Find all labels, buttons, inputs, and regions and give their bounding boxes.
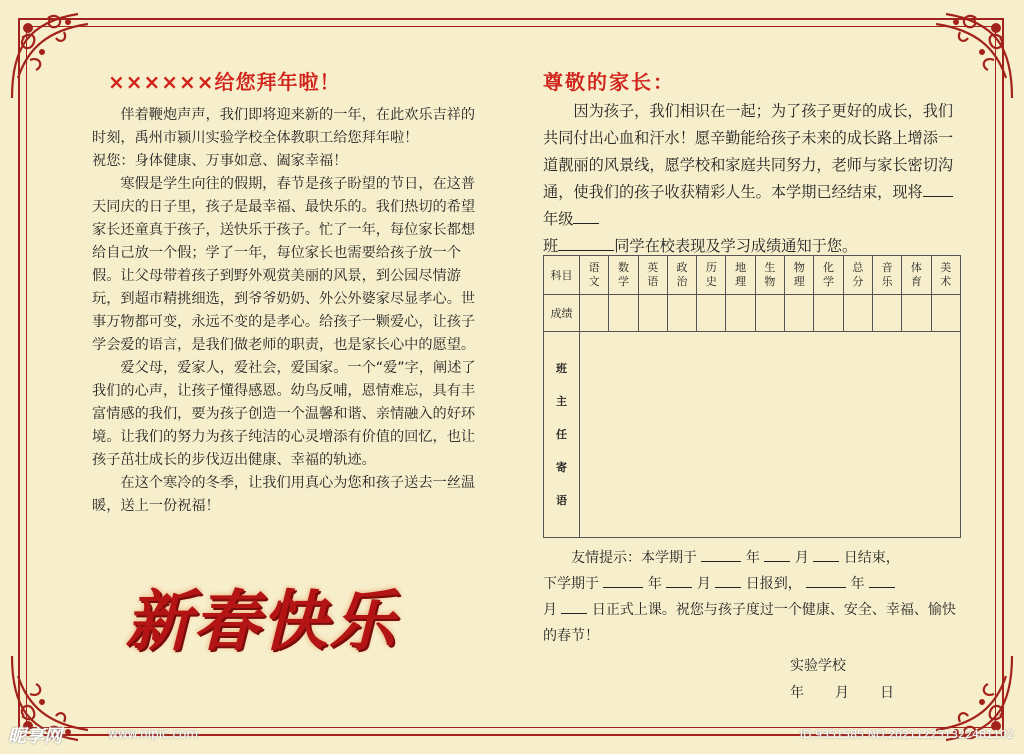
- end-year-blank[interactable]: [701, 545, 741, 562]
- grade-label: 年级: [543, 210, 574, 228]
- score-cell[interactable]: [755, 295, 784, 332]
- score-header: 成绩: [544, 295, 580, 332]
- score-cell[interactable]: [609, 295, 638, 332]
- subject-cell: 生 物: [755, 256, 784, 295]
- corner-ornament-icon: [8, 8, 104, 104]
- letter-paragraph: 寒假是学生向往的假期，春节是孩子盼望的节日，在这普天同庆的日子里，孩子是最幸福、最快乐的。我们热切的希望家长还童真于孩子，送快乐于孩子。忙了一年，每位家长都想给自己放一个假；学了一年，每位家长也需要给孩子放一个假。让父母带着孩子到野外观赏美丽的风景，到公园尽情游玩，到超市精挑细选，到爷爷奶奶、外公外婆家尽显孝心。世事万物都可变，永远不变的是孝心。给孩子一颗爱心，让孩子学会爱的语言，是我们做老师的职责，也是家长心中的愿望。: [92, 176, 476, 353]
- subject-cell: 总 分: [843, 256, 872, 295]
- friendly-reminder: 友情提示：本学期于 年 月 日结束， 下学期于 年 月 日报到， 年 月 日正式上课。祝您与孩子度过一个健康、安全、幸福、愉快的春节！: [543, 545, 963, 649]
- score-cell[interactable]: [580, 295, 609, 332]
- letter-paragraph: 祝您：身体健康、万事如意、阖家幸福！: [92, 153, 348, 169]
- subject-cell: 政 治: [667, 256, 696, 295]
- teacher-comment-area[interactable]: [580, 332, 961, 538]
- score-cell[interactable]: [785, 295, 814, 332]
- report-month-blank[interactable]: [666, 571, 692, 588]
- subject-cell: 音 乐: [872, 256, 901, 295]
- corner-ornament-icon: [920, 8, 1016, 104]
- score-cell[interactable]: [872, 295, 901, 332]
- score-cell[interactable]: [638, 295, 667, 332]
- report-day-blank[interactable]: [715, 571, 741, 588]
- letter-paragraph: 伴着鞭炮声声，我们即将迎来新的一年，在此欢乐吉祥的时刻，禹州市颍川实验学校全体教职工给您拜年啦！: [92, 107, 476, 146]
- watermark-id: ID:9351585 NO:20211223132248110​2: [799, 728, 1014, 741]
- class-label: 班: [543, 237, 559, 255]
- comment-row: [544, 332, 961, 538]
- letter-paragraph: 爱父母，爱家人，爱社会，爱国家。一个“爱”字，阐述了我们的心声，让孩子懂得感恩。幼鸟反哺，恩情难忘，具有丰富情感的我们，要为孩子创造一个温馨和谐、亲情融入的好环境。让我们的努力为孩子纯洁的心灵增添有价值的回忆，也让孩子茁壮成长的步伐迈出健康、幸福的轨迹。: [92, 360, 476, 468]
- report-year-blank[interactable]: [603, 571, 643, 588]
- end-month-blank[interactable]: [764, 545, 790, 562]
- subject-cell: 化 学: [814, 256, 843, 295]
- score-cell[interactable]: [697, 295, 726, 332]
- watermark-logo: 昵享网: [8, 726, 62, 747]
- teacher-comment-label: 班 主 任 寄 语: [544, 332, 580, 538]
- score-cell[interactable]: [814, 295, 843, 332]
- signature-date: 年 月 日: [790, 685, 895, 701]
- score-cell[interactable]: [843, 295, 872, 332]
- score-cell[interactable]: [931, 295, 960, 332]
- subject-row: [544, 256, 961, 295]
- intro-end: 同学在校表现及学习成绩通知于您。: [614, 237, 858, 255]
- subject-cell: 历 史: [697, 256, 726, 295]
- class-day-blank[interactable]: [561, 597, 587, 614]
- watermark-url: www.nipic.com: [108, 727, 199, 741]
- subject-cell: 语 文: [580, 256, 609, 295]
- hint-prefix: 友情提示：本学期于: [571, 550, 697, 566]
- grades-table: [543, 255, 961, 538]
- subject-cell: 体 育: [902, 256, 931, 295]
- end-day-blank[interactable]: [813, 545, 839, 562]
- subject-cell: 地 理: [726, 256, 755, 295]
- subject-cell: 美 术: [931, 256, 960, 295]
- letter-paragraph: 在这个寒冷的冬季，让我们用真心为您和孩子送去一丝温暖，送上一份祝福！: [92, 475, 476, 514]
- greeting-title: ××××××给您拜年啦！: [108, 70, 341, 94]
- score-cell[interactable]: [726, 295, 755, 332]
- score-cell[interactable]: [902, 295, 931, 332]
- score-row: [544, 295, 961, 332]
- grade-blank[interactable]: [923, 180, 953, 197]
- school-signature: 实验学校: [790, 658, 846, 674]
- new-year-calligraphy: 新春快乐: [125, 582, 397, 660]
- greeting-letter: [92, 104, 482, 518]
- intro-text: 因为孩子，我们相识在一起；为了孩子更好的成长，我们共同付出心血和汗水！愿辛勤能给孩子未来的成长路上增添一道靓丽的风景线，愿学校和家庭共同努力，老师与家长密切沟通，使我们的孩子收获精彩人生。本学期已经结束，现将: [543, 102, 954, 201]
- subject-cell: 英 语: [638, 256, 667, 295]
- class-number-blank[interactable]: [573, 207, 599, 224]
- subject-cell: 物 理: [785, 256, 814, 295]
- next-term-prefix: 下学期于: [543, 576, 599, 592]
- parents-title: 尊敬的家长：: [543, 70, 675, 94]
- hint-closing: 日正式上课。祝您与孩子度过一个健康、安全、幸福、愉快的春节！: [543, 602, 956, 644]
- class-month-blank[interactable]: [869, 571, 895, 588]
- score-cell[interactable]: [667, 295, 696, 332]
- subject-header: 科目: [544, 256, 580, 295]
- student-name-blank[interactable]: [558, 234, 614, 251]
- subject-cell: 数 学: [609, 256, 638, 295]
- parents-letter: [543, 98, 963, 260]
- class-year-blank[interactable]: [806, 571, 846, 588]
